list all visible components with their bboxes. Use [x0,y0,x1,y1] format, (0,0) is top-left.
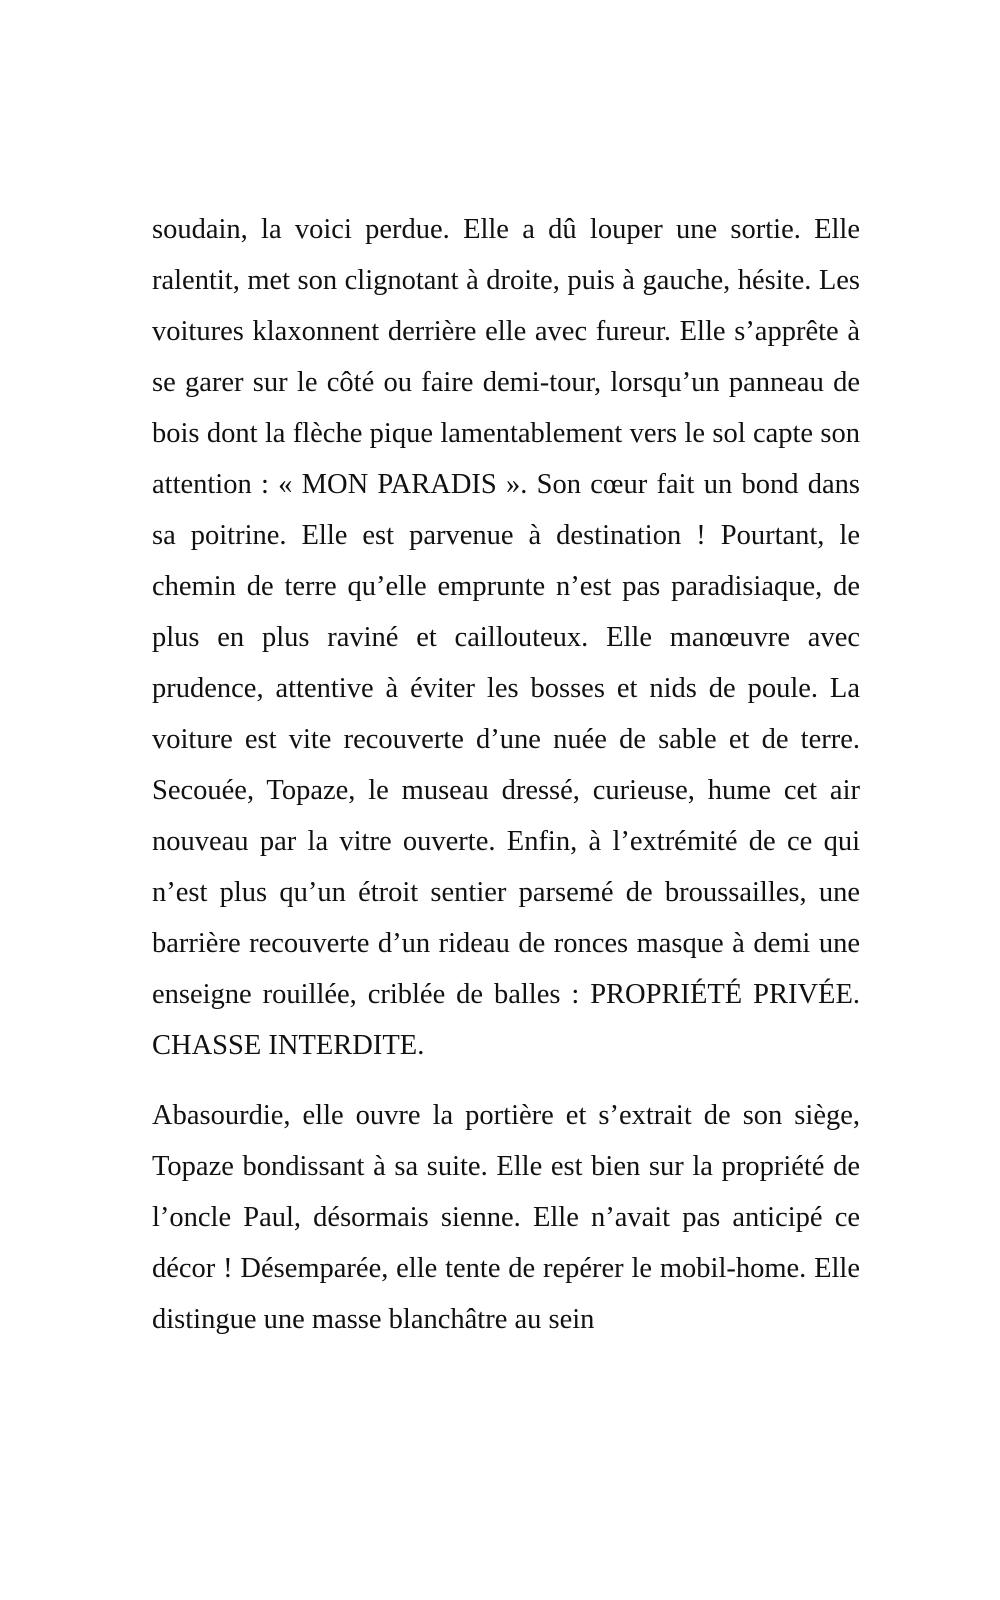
page-body [152,204,860,1345]
paragraph-1: soudain, la voici perdue. Elle a dû louper une sortie. Elle ralentit, met son clignotant à droite, puis à gauche, hésite. Les voitures klaxonnent derrière elle avec fureur. Elle s’apprête à se garer sur le côté ou faire demi-tour, lorsqu’un panneau de bois dont la flèche pique lamentablement vers le sol capte son attention : « MON PARADIS ». Son cœur fait un bond dans sa poitrine. Elle est parvenue à destination ! Pourtant, le chemin de terre qu’elle emprunte n’est pas paradisiaque, de plus en plus raviné et caillouteux. Elle manœuvre avec prudence, attentive à éviter les bosses et nids de poule. La voiture est vite recouverte d’une nuée de sable et de terre. Secouée, Topaze, le museau dressé, curieuse, hume cet air nouveau par la vitre ouverte. Enfin, à l’extrémité de ce qui n’est plus qu’un étroit sentier parsemé de broussailles, une barrière recouverte d’un rideau de ronces masque à demi une enseigne rouillée, criblée de balles : PROPRIÉTÉ PRIVÉE. CHASSE INTERDITE. [152,214,860,1061]
paragraph-2: Abasourdie, elle ouvre la portière et s’extrait de son siège, Topaze bondissant à sa suite. Elle est bien sur la propriété de l’oncle Paul, désormais sienne. Elle n’avait pas anticipé ce décor ! Désemparée, elle tente de repérer le mobil-home. Elle distingue une masse blanchâtre au sein [152,1100,860,1335]
